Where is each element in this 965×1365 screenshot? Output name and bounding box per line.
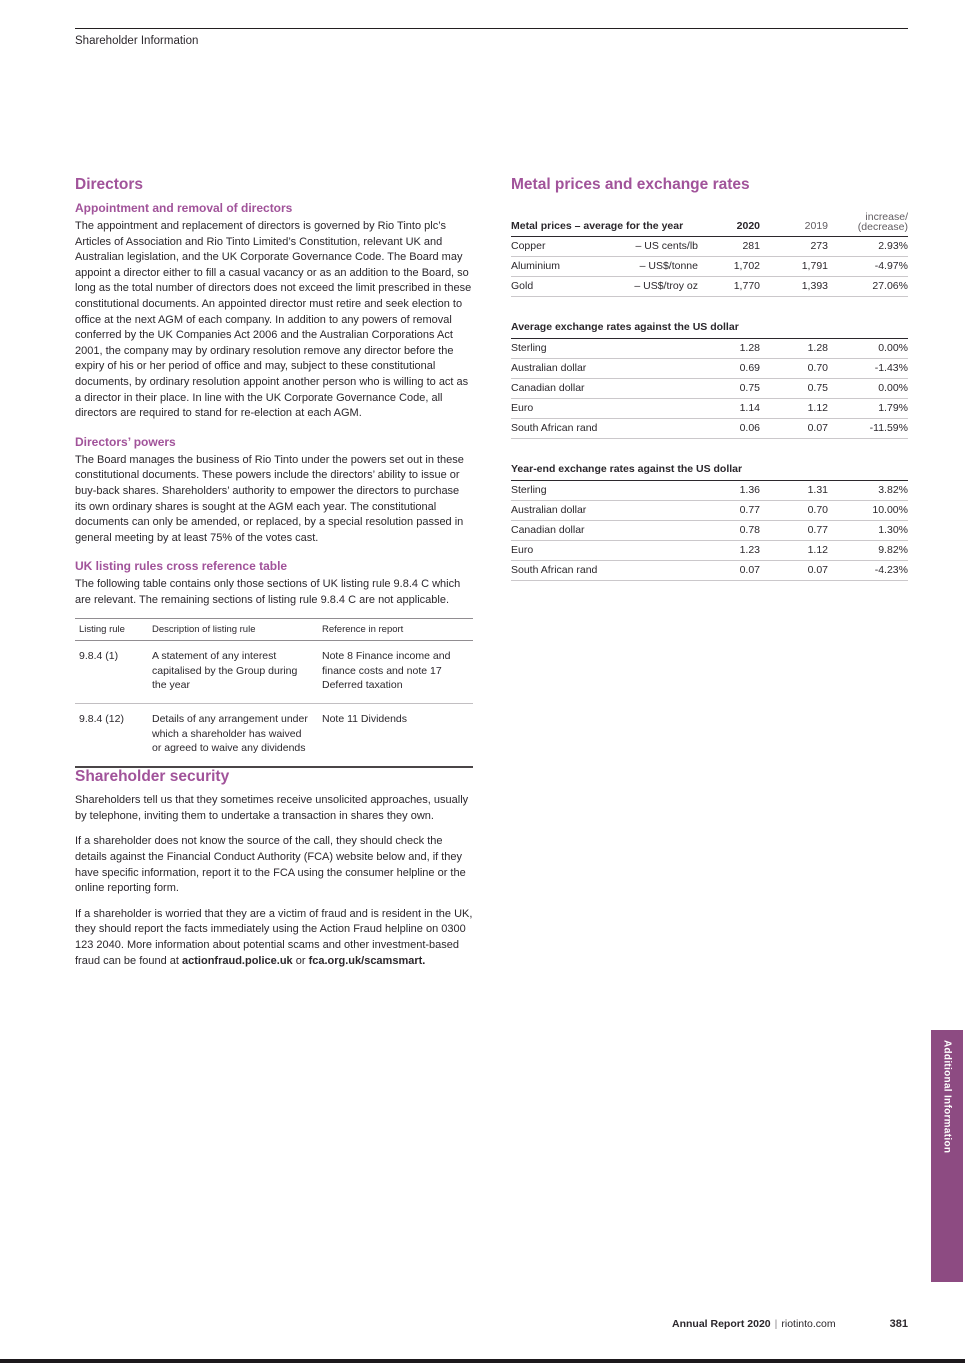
column-header-2020: 2020: [698, 208, 760, 236]
security-paragraph-3: [75, 907, 473, 969]
column-header-listing-rule: Listing rule: [75, 619, 148, 641]
table-row: [511, 256, 908, 276]
footer-separator: |: [774, 1318, 778, 1330]
table-row: [511, 339, 908, 359]
value-change: 3.82%: [828, 481, 908, 501]
value-2020: 1.36: [698, 481, 760, 501]
bottom-edge-rule: [0, 1359, 965, 1363]
table-row: [511, 418, 908, 438]
column-header-2019: 2019: [760, 208, 828, 236]
table-row: [511, 540, 908, 560]
actionfraud-link[interactable]: actionfraud.police.uk: [182, 954, 293, 967]
row-label: Sterling: [511, 339, 698, 359]
value-2019: 0.70: [760, 358, 828, 378]
value-2020: 1.14: [698, 398, 760, 418]
tab-additional-information[interactable]: [931, 1030, 963, 1282]
fca-scamsmart-link[interactable]: fca.org.uk/scamsmart.: [308, 954, 426, 967]
value-2019: 1,393: [760, 276, 828, 296]
value-2020: 0.75: [698, 378, 760, 398]
running-header: Shareholder Information: [75, 35, 199, 47]
appointment-paragraph: The appointment and replacement of directors is governed by Rio Tinto plc’s Articles of Association and Rio Tinto Limited’s Constitution, relevant UK and Australian legislation, and the UK Corporate Governance Code. The Board may appoint a director either to fill a casual vacancy or as an addition to the Board, so long as the total number of directors does not exceed the limit prescribed in these constitutional documents. An appointed director must retire and seek election to office at the next AGM of each company. In addition to any powers of removal conferred by the UK Companies Act 2006 and the Australian Corporations Act 2001, the company may by ordinary resolution remove any director before the expiry of his or her period of office and may, subject to these constitutional documents, by ordinary resolution appoint another person who is willing to act as a director in their place. In line with the UK Corporate Governance Code, all directors are required to stand for re-election at each AGM.: [75, 220, 472, 420]
value-2019: 0.07: [760, 560, 828, 580]
security-paragraph-1: Shareholders tell us that they sometimes receive unsolicited approaches, usually by telephone, inviting them to undertake a transaction in shares they own.: [75, 794, 469, 822]
row-unit: – US cents/lb: [598, 236, 698, 256]
footer-website-link[interactable]: riotinto.com: [781, 1318, 836, 1330]
value-2020: 1.23: [698, 540, 760, 560]
value-2019: 0.70: [760, 500, 828, 520]
value-2019: 0.75: [760, 378, 828, 398]
average-exchange-rates-table: [511, 339, 908, 439]
subheading-appointment: Appointment and removal of directors: [75, 201, 293, 215]
value-2019: 0.07: [760, 418, 828, 438]
table-header-row: [511, 208, 908, 236]
right-column: [511, 176, 908, 581]
value-2020: 0.77: [698, 500, 760, 520]
section-title-metal-prices: Metal prices and exchange rates: [511, 176, 750, 193]
value-2019: 1.28: [760, 339, 828, 359]
table-row: [511, 398, 908, 418]
value-change: -11.59%: [828, 418, 908, 438]
metal-prices-table: [511, 208, 908, 297]
listing-rules-table: [75, 618, 473, 768]
cell-rule: 9.8.4 (12): [75, 704, 148, 767]
cell-rule: 9.8.4 (1): [75, 641, 148, 704]
value-2020: 0.78: [698, 520, 760, 540]
page-number: 381: [889, 1318, 908, 1330]
section-title-shareholder-security: Shareholder security: [75, 768, 230, 786]
subheading-listing-rules: UK listing rules cross reference table: [75, 559, 288, 574]
table-row: [75, 704, 473, 767]
table-row: [511, 481, 908, 501]
page-footer: [75, 1318, 908, 1330]
footer-report-title: Annual Report 2020: [672, 1318, 771, 1330]
value-2020: 0.06: [698, 418, 760, 438]
table-row: [511, 378, 908, 398]
security-paragraph-3-text: If a shareholder is worried that they are a victim of fraud and is resident in the UK, they should report the facts immediately using the Action Fraud helpline on 0300 123 2040. More information about potential scams and other investment-based fraud can be found at: [75, 907, 473, 967]
row-label: Sterling: [511, 481, 698, 501]
value-change: -4.97%: [828, 256, 908, 276]
value-change: 9.82%: [828, 540, 908, 560]
row-label: South African rand: [511, 560, 698, 580]
table-row: [511, 358, 908, 378]
value-2019: 273: [760, 236, 828, 256]
value-2020: 281: [698, 236, 760, 256]
value-change: 27.06%: [828, 276, 908, 296]
column-header-change: [828, 208, 908, 236]
row-label: Copper: [511, 236, 598, 256]
value-2020: 0.07: [698, 560, 760, 580]
value-change: 0.00%: [828, 378, 908, 398]
cell-description: Details of any arrangement under which a shareholder has waived or agreed to waive any dividends: [148, 704, 318, 767]
heading-average-exchange-rates: Average exchange rates against the US dollar: [511, 321, 908, 339]
row-label: Euro: [511, 398, 698, 418]
value-change: 0.00%: [828, 339, 908, 359]
cell-reference: Note 11 Dividends: [318, 704, 473, 767]
value-change: -4.23%: [828, 560, 908, 580]
table-row: [511, 276, 908, 296]
value-2019: 1.12: [760, 398, 828, 418]
cell-reference: Note 8 Finance income and finance costs and note 17 Deferred taxation: [318, 641, 473, 704]
column-header-reference: Reference in report: [318, 619, 473, 641]
column-header-change-line1: increase/: [865, 210, 908, 223]
section-title-directors: Directors: [75, 176, 144, 193]
row-unit: – US$/troy oz: [598, 276, 698, 296]
table-row: [511, 500, 908, 520]
yearend-exchange-rates-table: [511, 481, 908, 581]
column-header-change-line2: (decrease): [857, 220, 908, 233]
table-row: [75, 641, 473, 704]
table-row: [511, 520, 908, 540]
value-2020: 0.69: [698, 358, 760, 378]
subheading-directors-powers: Directors’ powers: [75, 434, 176, 449]
value-change: 10.00%: [828, 500, 908, 520]
table-row: [511, 236, 908, 256]
value-change: 1.30%: [828, 520, 908, 540]
value-change: 1.79%: [828, 398, 908, 418]
row-label: Canadian dollar: [511, 520, 698, 540]
value-2019: 1.31: [760, 481, 828, 501]
heading-yearend-exchange-rates: Year-end exchange rates against the US dollar: [511, 463, 908, 481]
table-header-row: [75, 619, 473, 641]
value-2019: 0.77: [760, 520, 828, 540]
column-header-metal-prices: Metal prices – average for the year: [511, 208, 698, 236]
value-change: -1.43%: [828, 358, 908, 378]
value-2019: 1,791: [760, 256, 828, 276]
value-change: 2.93%: [828, 236, 908, 256]
cell-description: A statement of any interest capitalised by the Group during the year: [148, 641, 318, 704]
tab-additional-information-label: Additional Information: [941, 1040, 953, 1154]
value-2020: 1,770: [698, 276, 760, 296]
security-paragraph-3-or: or: [292, 954, 309, 967]
listing-paragraph: The following table contains only those sections of UK listing rule 9.8.4 C which are relevant. The remaining sections of listing rule 9.8.4 C are not applicable.: [75, 578, 461, 606]
header-rule: [75, 28, 908, 29]
row-label: Euro: [511, 540, 698, 560]
row-label: Aluminium: [511, 256, 598, 276]
value-2020: 1,702: [698, 256, 760, 276]
row-label: Australian dollar: [511, 358, 698, 378]
value-2020: 1.28: [698, 339, 760, 359]
row-label: South African rand: [511, 418, 698, 438]
security-paragraph-2: If a shareholder does not know the source of the call, they should check the details against the Financial Conduct Authority (FCA) website below and, if they have specific information, report it to the FCA using the consumer helpline or the online reporting form.: [75, 835, 466, 895]
row-label: Gold: [511, 276, 598, 296]
left-column: [75, 176, 473, 979]
column-header-description: Description of listing rule: [148, 619, 318, 641]
row-label: Canadian dollar: [511, 378, 698, 398]
row-unit: – US$/tonne: [598, 256, 698, 276]
value-2019: 1.12: [760, 540, 828, 560]
powers-paragraph: The Board manages the business of Rio Tinto under the powers set out in these constitutional documents. These powers include the directors’ ability to issue or buy-back shares. Shareholders’ authority to empower the directors to purchase its own ordinary shares is sought at the AGM each year. The constitutional documents can only be amended, or replaced, by a special resolution passed in general meeting by at least 75% of the votes cast.: [75, 453, 464, 544]
row-label: Australian dollar: [511, 500, 698, 520]
table-row: [511, 560, 908, 580]
